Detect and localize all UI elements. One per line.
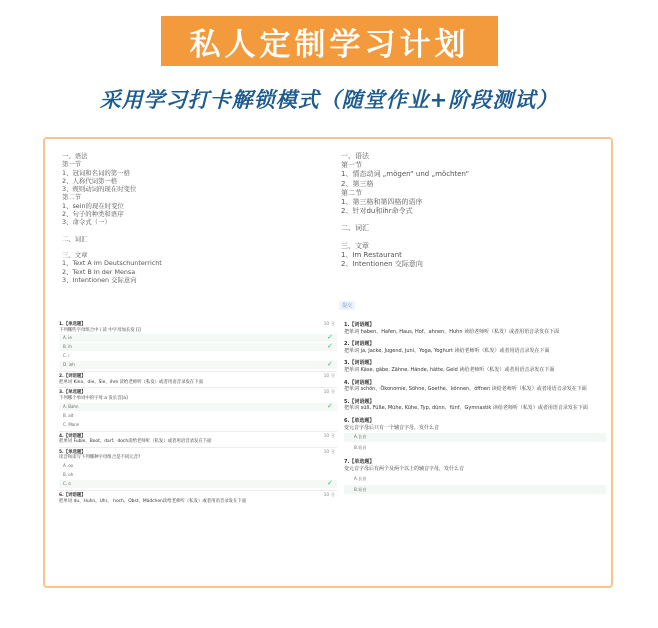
submit-badge[interactable]: 提交	[339, 301, 355, 310]
divider	[59, 387, 337, 388]
option-label: B. ih	[63, 344, 72, 350]
option-label: A. oo	[63, 463, 74, 469]
check-icon: ✓	[327, 401, 333, 410]
outline-line: 三、文章	[341, 241, 369, 250]
answer-option[interactable]	[59, 361, 337, 369]
outline-line: 2、Text B In der Mensa	[62, 267, 136, 276]
screenshot-frame	[43, 137, 613, 588]
question-item	[59, 493, 337, 504]
question-title: 2.【词语题】	[344, 341, 375, 348]
question-item	[59, 450, 337, 488]
answer-option[interactable]	[59, 403, 337, 411]
question-text: 把单词 Kino、die、Sie、ihre 读给老师听（私发）或者用语音录发在下面	[59, 379, 203, 385]
option-label: A. ie	[63, 335, 72, 341]
outline-line: 二、词汇	[62, 234, 88, 243]
question-title: 3.【单选题】	[59, 390, 86, 396]
outline-line: 3、规则动词的现在时变位	[62, 185, 137, 194]
answer-option[interactable]: B.短音	[344, 485, 606, 494]
question-item	[344, 360, 606, 373]
outline-line: 第二节	[341, 188, 362, 197]
divider	[59, 431, 337, 432]
question-item	[59, 322, 337, 369]
answer-option[interactable]	[59, 412, 337, 420]
question-score: 10 分	[323, 390, 335, 396]
answer-option[interactable]	[59, 421, 337, 429]
question-score: 10 分	[323, 433, 335, 439]
option-label: B. oh	[63, 472, 74, 478]
question-item	[59, 434, 337, 445]
outline-line: 三、文章	[62, 250, 88, 259]
outline-gap	[62, 243, 162, 251]
divider	[59, 490, 337, 491]
outline-line: 1、sein的现在时变位	[62, 201, 124, 210]
answer-option[interactable]	[59, 462, 337, 470]
question-text: 把单词 ja, Jacke, Jugend, Juni、Yoga, Yoghurt 读给老师听（私发）或者用语音录发在下面	[344, 347, 550, 354]
question-item	[344, 341, 606, 354]
answer-option[interactable]	[59, 480, 337, 488]
question-text: 下列哪个单词中的字母 a 发长音[a]	[59, 395, 128, 401]
option-label: D. ieh	[63, 362, 75, 368]
answer-option[interactable]	[59, 352, 337, 360]
question-text: 把单词 schön、Ökonomie, Söhne, Goethe、können、öffnen 读给老师听（私发）或者用语音录发在下面	[344, 386, 587, 393]
outline-line: 1、Im Restaurant	[341, 250, 402, 259]
outline-line: 3、Intentionen 交际意向	[62, 275, 137, 284]
outline-line: 一、语法	[341, 152, 369, 160]
question-title: 1.【词语题】	[344, 322, 375, 328]
question-item	[344, 322, 606, 335]
left-question-list	[59, 322, 337, 504]
question-title: 1.【单选题】	[59, 322, 86, 327]
check-icon: ✓	[327, 479, 333, 488]
question-item	[59, 374, 337, 385]
question-item	[344, 399, 606, 412]
answer-option[interactable]: A.长音	[354, 475, 367, 481]
outline-line: 1、情态动词 „mögen“ und „möchten“	[341, 170, 470, 179]
outline-line: 2、句子的种类和语序	[62, 210, 124, 219]
question-text: 把单词 haben、Hafen, Haus, Hof、ahnen、Huhn 读给老师听（私发）或者用语音录发在下面	[344, 328, 560, 335]
page-title: 私人定制学习计划	[189, 26, 470, 63]
answer-option[interactable]	[59, 343, 337, 351]
question-text: 把单词 süß, Füße, Mühe, Kühe, Typ, dünn、fünf、Gymnastik 读给老师听（私发）或者用语音录发在下面	[344, 405, 588, 412]
answer-option[interactable]	[59, 334, 337, 342]
option-label: C. Mann	[63, 421, 80, 427]
question-score: 10 分	[323, 449, 335, 455]
question-score: 10 分	[323, 492, 335, 498]
right-outline	[341, 152, 469, 269]
check-icon: ✓	[327, 360, 333, 369]
question-item	[344, 459, 606, 494]
page-subtitle: 采用学习打卡解锁模式（随堂作业+阶段测试）	[99, 88, 559, 112]
question-title: 7.【单选题】	[344, 459, 375, 466]
question-text: 读音和读写下列哪种字母组合是不同元音?	[59, 455, 141, 461]
question-text: 把单词 Fuble、Boot、darf、doch读给老师听（私发）或者用语音录发在下面	[59, 439, 212, 445]
outline-line: 一、语法	[62, 152, 88, 160]
question-title: 5.【词语题】	[344, 398, 375, 405]
outline-line: 2、Intentionen 交际意向	[341, 260, 423, 269]
outline-line: 2、针对du和ihr命令式	[341, 207, 413, 216]
question-title: 6.【词语题】	[59, 492, 86, 498]
outline-line: 1、冠词和名词的第一格	[62, 168, 130, 177]
question-score: 10 分	[323, 322, 335, 327]
outline-gap	[62, 227, 162, 235]
question-title: 2.【词语题】	[59, 374, 86, 380]
outline-line: 2、第三格	[341, 179, 374, 188]
check-icon: ✓	[327, 342, 333, 351]
question-text: 把单词 Käse, gäbe, Zähne, Hände, hätte, Geld 读给老师听（私发）或者用语音录发在下面	[344, 366, 555, 373]
question-text: 变元音字母后有两个及两个以上的辅音字母，发什么音	[344, 465, 465, 472]
outline-gap	[341, 234, 469, 242]
question-item	[344, 418, 606, 453]
divider	[59, 371, 337, 372]
question-item	[59, 390, 337, 428]
outline-line: 第二节	[62, 193, 82, 202]
question-title: 4.【词语题】	[344, 379, 375, 386]
right-question-list	[344, 322, 606, 500]
outline-line: 1、Text A Im Deutschunterricht	[62, 259, 162, 268]
option-label: B. alt	[63, 412, 74, 418]
question-text: 把单词 du、Huhn、Uhr、 hoch、Obst、Mädchen读给老师听（私发）或者用语音录发在下面	[59, 498, 247, 504]
outline-line: 1、第三格和第四格的语序	[341, 198, 423, 207]
question-text: 下列哪些字母组合中 i 读 中字母加长发 [i]	[59, 327, 141, 333]
question-title: 3.【词语题】	[344, 360, 375, 367]
question-item	[344, 380, 606, 393]
question-title: 6.【单选题】	[344, 417, 375, 424]
left-outline	[62, 152, 162, 284]
check-icon: ✓	[327, 333, 333, 342]
option-label: A. Bahn	[63, 403, 79, 409]
question-title: 5.【单选题】	[59, 449, 86, 455]
answer-option[interactable]: A.长音	[344, 433, 606, 442]
outline-line: 二、词汇	[341, 224, 369, 233]
option-label: C. o	[63, 481, 71, 487]
question-title: 4.【词语题】	[59, 433, 86, 439]
answer-option[interactable]: B.短音	[354, 445, 367, 451]
outline-line: 第一节	[341, 161, 362, 170]
outline-line: 3、命令式（一）	[62, 218, 111, 227]
title-banner	[161, 16, 498, 66]
outline-line: 2、人称代词第一格	[62, 176, 118, 185]
divider	[59, 447, 337, 448]
answer-option[interactable]	[59, 471, 337, 479]
outline-line: 第一节	[62, 160, 82, 169]
question-score: 10 分	[323, 374, 335, 380]
question-text: 变元音字母后只有一个辅音字母，发什么音	[344, 424, 440, 431]
option-label: C. i	[63, 353, 70, 359]
